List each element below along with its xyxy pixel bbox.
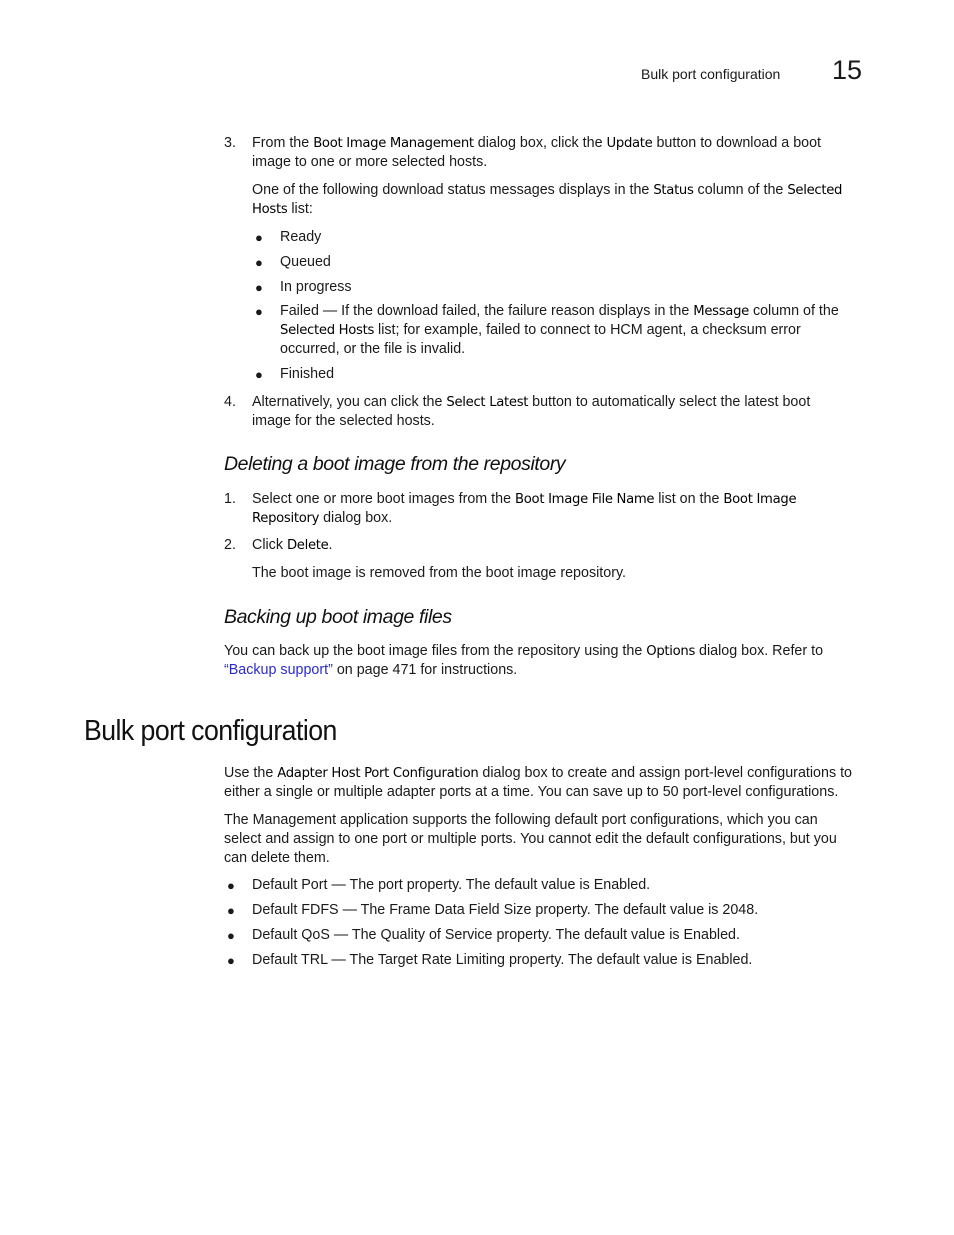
list-item: Default FDFS — The Frame Data Field Size property. The default value is 2048.: [252, 902, 759, 918]
ui-term: Adapter Host Port Configuration: [277, 766, 479, 781]
step-number: 2.: [224, 537, 236, 553]
section-heading: Backing up boot image files: [224, 606, 452, 628]
delete-step-2: Click Delete.: [252, 537, 333, 553]
ui-term: Update: [606, 136, 653, 151]
ui-term: Boot Image File Name: [515, 492, 655, 507]
list-item: Default TRL — The Target Rate Limiting property. The default value is Enabled.: [252, 952, 753, 968]
ui-term: Boot Image: [723, 492, 797, 507]
delete-step-1: Select one or more boot images from the Boot Image File Name list on the Boot Image Repository dialog box.: [252, 491, 797, 526]
list-item: Default QoS — The Quality of Service property. The default value is Enabled.: [252, 927, 740, 943]
bullet-icon: ●: [255, 230, 263, 245]
ui-term: Selected Hosts: [280, 323, 375, 338]
ui-term: Status: [653, 183, 694, 198]
list-item: Default Port — The port property. The default value is Enabled.: [252, 877, 651, 893]
list-item: Finished: [280, 366, 335, 382]
bullet-icon: ●: [227, 928, 235, 943]
step-number: 3.: [224, 135, 236, 151]
backup-paragraph: You can back up the boot image files from the repository using the Options dialog box. Refer to “Backup support” on page 471 for instructions.: [224, 643, 824, 678]
list-item: Ready: [280, 229, 322, 245]
step-3-text: From the Boot Image Management dialog box, click the Update button to download a boot image to one or more selected hosts.: [252, 135, 822, 170]
list-item: In progress: [280, 279, 352, 295]
ui-term: Options: [646, 644, 696, 659]
bullet-icon: ●: [255, 304, 263, 319]
bullet-icon: ●: [227, 903, 235, 918]
step-4-text: Alternatively, you can click the Select Latest button to automatically select the latest boot image for the selected hosts.: [252, 394, 811, 429]
ui-term: Hosts: [252, 202, 288, 217]
bullet-icon: ●: [227, 953, 235, 968]
bullet-icon: ●: [255, 255, 263, 270]
backup-support-link[interactable]: “Backup support”: [224, 662, 333, 678]
section-heading: Deleting a boot image from the repository: [224, 453, 566, 475]
step-number: 4.: [224, 394, 236, 410]
ui-term: Boot Image Management: [313, 136, 474, 151]
step-number: 1.: [224, 491, 236, 507]
bullet-icon: ●: [255, 280, 263, 295]
delete-result: The boot image is removed from the boot image repository.: [252, 565, 627, 581]
chapter-number: 15: [832, 55, 863, 85]
list-item-failed: Failed — If the download failed, the failure reason displays in the Message column of the Selected Hosts list; for example, failed to connect to HCM agent, a checksum error occurred, or the file is invalid.: [280, 303, 839, 357]
ui-term: Delete: [286, 538, 329, 553]
bulk-paragraph-2: The Management application supports the following default port configurations, which you can select and assign to one port or multiple ports. You cannot edit the default configurations, but you can delete them.: [224, 812, 837, 866]
running-header-title: Bulk port configuration: [641, 66, 781, 82]
status-intro: One of the following download status messages displays in the Status column of the Selected Hosts list:: [252, 182, 843, 217]
ui-term: Select Latest: [446, 395, 529, 410]
ui-term: Repository: [252, 511, 320, 526]
ui-term: Message: [693, 304, 749, 319]
ui-term: Selected: [787, 183, 843, 198]
bullet-icon: ●: [227, 878, 235, 893]
list-item: Queued: [280, 254, 331, 270]
chapter-section-title: Bulk port configuration: [84, 715, 337, 747]
bullet-icon: ●: [255, 367, 263, 382]
bulk-paragraph-1: Use the Adapter Host Port Configuration dialog box to create and assign port-level configurations to either a single or multiple adapter ports at a time. You can save up to 50 port-level configurations.: [224, 765, 852, 800]
